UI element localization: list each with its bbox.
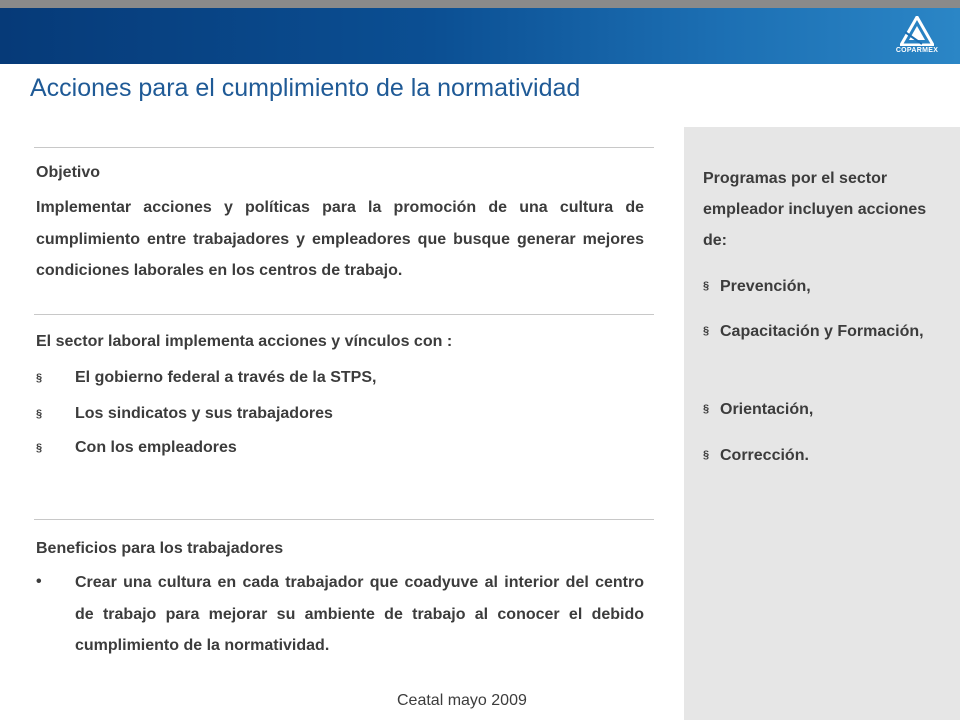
square-bullet-icon: § <box>703 403 710 415</box>
square-bullet-icon: § <box>36 442 43 454</box>
objective-text: Implementar acciones y políticas para la promoción de una cultura de cumplimiento entre trabajadores y empleadores que busque generar mejores condiciones laborales en los centros de trabajo. <box>36 199 644 279</box>
divider <box>34 147 654 148</box>
round-bullet-icon: • <box>36 573 42 590</box>
square-bullet-icon: § <box>703 280 710 292</box>
list-item-text: Capacitación y Formación, <box>720 323 924 340</box>
divider <box>34 314 654 315</box>
list-item-text: Con los empleadores <box>75 439 237 456</box>
square-bullet-icon: § <box>36 372 43 384</box>
header-banner <box>0 8 960 64</box>
footer-text: Ceatal mayo 2009 <box>397 692 527 709</box>
list-item-text: Prevención, <box>720 278 811 295</box>
square-bullet-icon: § <box>703 325 710 337</box>
top-strip <box>0 0 960 8</box>
page-title: Acciones para el cumplimiento de la normatividad <box>30 74 581 102</box>
logo-text: COPARMEX <box>895 47 939 54</box>
list-item-text: Los sindicatos y sus trabajadores <box>75 405 333 422</box>
list-item-text: Corrección. <box>720 447 809 464</box>
coparmex-logo <box>888 16 946 64</box>
square-bullet-icon: § <box>703 449 710 461</box>
list-item-text: El gobierno federal a través de la STPS, <box>75 369 377 386</box>
labor-sector-intro: El sector laboral implementa acciones y vínculos con : <box>36 333 453 350</box>
benefits-heading: Beneficios para los trabajadores <box>36 540 284 557</box>
coparmex-logo-icon <box>900 16 934 46</box>
benefit-text: Crear una cultura en cada trabajador que coadyuve al interior del centro de trabajo para mejorar su ambiente de trabajo al conocer el debido cumplimiento de la normatividad. <box>75 574 644 654</box>
programs-heading: Programas por el sector empleador incluyen acciones de: <box>703 170 927 249</box>
square-bullet-icon: § <box>36 408 43 420</box>
divider <box>34 519 654 520</box>
objective-heading: Objetivo <box>36 164 101 181</box>
list-item-text: Orientación, <box>720 401 814 418</box>
